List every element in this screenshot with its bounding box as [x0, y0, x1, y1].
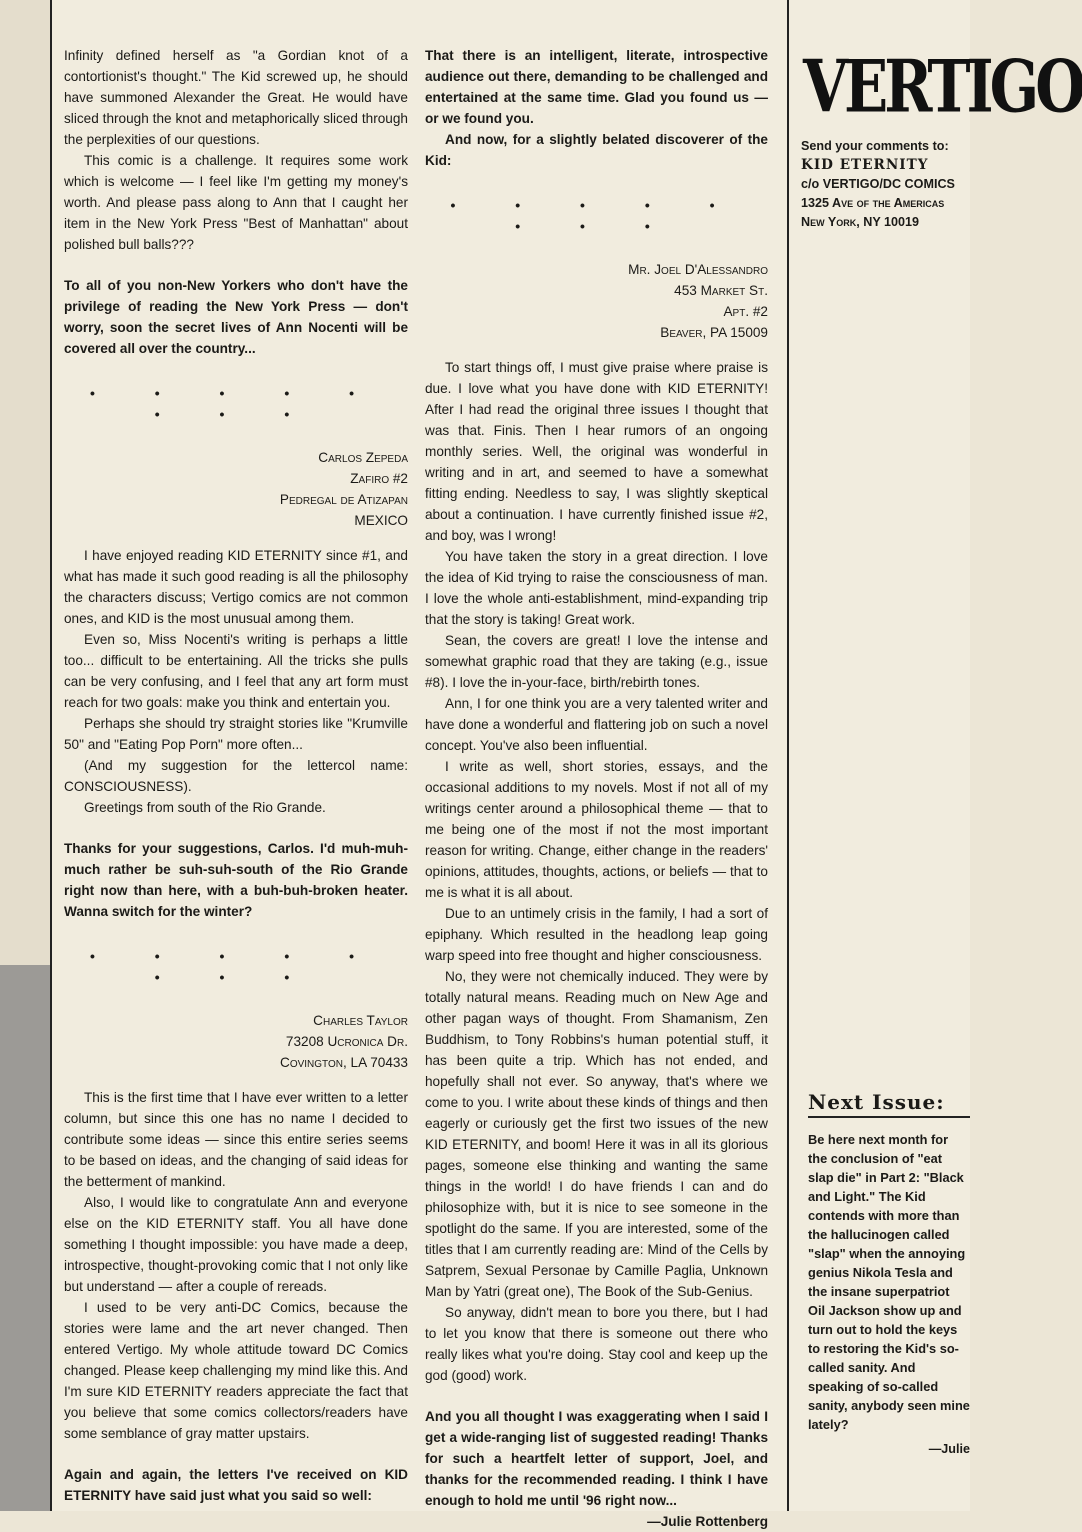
- column-title: KID ETERNITY: [801, 157, 929, 173]
- letter-4-paragraph: Sean, the covers are great! I love the intense and somewhat graphic road that they are taking (e.g., issue #8). I love the in-your-face, birth/rebirth tones.: [425, 633, 768, 690]
- address-line: c/o VERTIGO/DC COMICS: [801, 177, 955, 191]
- letter-2-paragraph: Perhaps she should try straight stories like "Krumville 50" and "Eating Pop Porn" more often...: [64, 716, 408, 752]
- section-separator: • • • • • • • •: [450, 197, 743, 234]
- letter-2-paragraph: (And my suggestion for the lettercol name: CONSCIOUSNESS).: [64, 758, 408, 794]
- next-issue-blurb: Be here next month for the conclusion of "eat slap die" in Part 2: "Black and Light." The Kid contends with more than the hallucinogen called "slap" when the annoying genius Nikola Tesla and the insane superpatriot Oil Jackson show up and turn out to hold the keys to restoring the Kid's so-called sanity. And speaking of so-called sanity, anybody seen mine lately?: [808, 1132, 970, 1432]
- editor-signature: —Julie Rottenberg: [647, 1514, 768, 1529]
- letter-3-paragraph: This is the first time that I have ever written to a letter column, but since this one has no name I decided to contribute some ideas — since this entire series seems to be based on ideas, and the changing of said ideas for the betterment of mankind.: [64, 1090, 408, 1189]
- letter-4-paragraph: You have taken the story in a great direction. I love the idea of Kid trying to raise the consciousness of man. I love the whole anti-establishment, mind-expanding trip that the story is taking! Great work.: [425, 549, 768, 627]
- letter-4-paragraph: Ann, I for one think you are a very talented writer and have done a wonderful and flattering job on such a novel concept. You've also been influential.: [425, 696, 768, 753]
- next-issue-signature: —Julie: [928, 1442, 970, 1456]
- letter-4-paragraph: I write as well, short stories, essays, and the occasional additions to my novels. Most if not all of my writings center around a philosophical theme — that to me being one of the most if not the most important reason for writing. Change, either change in the readers' opinions, attitudes, thoughts, actions, or beliefs — that to me is what it is all about.: [425, 759, 768, 900]
- section-separator: • • • • • • • •: [89, 385, 383, 422]
- editor-response: And you all thought I was exaggerating when I said I get a wide-ranging list of suggested reading! Thanks for such a heartfelt letter of support, Joel, and thanks for the recommended reading. I think I have enough to hold me until '96 right now...: [425, 1409, 768, 1508]
- address-line: Covington, LA 70433: [280, 1055, 408, 1070]
- page-edge-shadow: [0, 965, 50, 1511]
- address-line: New York, NY 10019: [801, 215, 920, 229]
- letter-1-paragraph: This comic is a challenge. It requires some work which is welcome — I feel like I'm getting my money's worth. And please pass along to Ann that I caught her item in the New York Press "Best of Manhattan" about polished bull balls???: [64, 153, 408, 252]
- letter-4-paragraph: To start things off, I must give praise where praise is due. I love what you have done with KID ETERNITY! After I had read the original three issues I thought that was that. Finis. Then I hear rumors of an ongoing monthly series. Well, the original was wonderful in writing and in art, and seemed to have a somewhat fitting ending. Needless to say, I was slightly skeptical about a continuation. I have currently finished issue #2, and boy, was I wrong!: [425, 360, 768, 543]
- letter-4-paragraph: No, they were not chemically induced. They were by totally natural means. Reading much on New Age and other pagan ways of thought. From Shamanism, Zen Buddhism, to Tony Robbins's human potential stuff, it has been quite a trip. Which has not ended, and hopefully shall not ever. So anyway, that's where we come to you. I write about these kinds of things and then eagerly or curiously get the first two issues of the new KID ETERNITY, and boom! Here it was in all its glorious pages, someone else thinking and wanting the same things in the world! I do have friends I can and do philosophize with, but it is nice to see someone in the spotlight do the same. If you are interested, some of the titles that I am currently reading are: Mind of the Cells by Satprem, Sexual Personae by Camille Paglia, Unknown Man by Yatri (great one), The Book of the Sub-Genius.: [425, 969, 768, 1299]
- editor-response: To all of you non-New Yorkers who don't have the privilege of reading the New York Press — don't worry, soon the secret lives of Ann Nocenti will be covered all over the country...: [64, 278, 408, 356]
- letter-2-address: [64, 447, 408, 531]
- letter-2-paragraph: I have enjoyed reading KID ETERNITY since #1, and what has made it such good reading is all the philosophy the characters discuss; Vertigo comics are not common ones, and KID is the most unusual among them.: [64, 548, 408, 626]
- editor-response: Thanks for your suggestions, Carlos. I'd muh-muh-much rather be suh-suh-south of the Rio Grande right now than here, with a buh-buh-broken heater. Wanna switch for the winter?: [64, 841, 408, 919]
- editor-response: Again and again, the letters I've received on KID ETERNITY have said just what you said so well:: [64, 1467, 408, 1503]
- letter-2-paragraph: Greetings from south of the Rio Grande.: [84, 800, 326, 815]
- sidebar: [801, 43, 1082, 232]
- column-one: [64, 45, 408, 1506]
- column-divider-right: [787, 0, 789, 1511]
- editor-response: And now, for a slightly belated discoverer of the Kid:: [425, 132, 768, 168]
- letter-3-address: [64, 1010, 408, 1073]
- address-line: Charles Taylor: [313, 1013, 408, 1028]
- address-line: 453 Market St.: [674, 283, 768, 298]
- vertigo-logo: VERTIGO: [803, 43, 1082, 129]
- address-line: Apt. #2: [723, 304, 768, 319]
- address-line: 73208 Ucronica Dr.: [285, 1034, 408, 1049]
- editor-response: That there is an intelligent, literate, introspective audience out there, demanding to be challenged and entertained at the same time. Glad you found us — or we found you.: [425, 48, 768, 126]
- next-issue-box: [808, 1090, 970, 1456]
- address-line: 1325 Ave of the Americas: [801, 196, 945, 210]
- mailing-info: [801, 137, 970, 232]
- letter-2-paragraph: Even so, Miss Nocenti's writing is perhaps a little too... difficult to be entertaining. All the tricks she pulls can be very confusing, and I feel that any art form must reach for two goals: make you think and entertain you.: [64, 632, 408, 710]
- letter-3-paragraph: Also, I would like to congratulate Ann and everyone else on the KID ETERNITY staff. You all have done something I thought impossible: you have made a deep, introspective, thought-provoking comic that I not only like but understand — after a couple of rereads.: [64, 1195, 408, 1294]
- address-line: Carlos Zepeda: [318, 450, 408, 465]
- send-comments-label: Send your comments to:: [801, 139, 949, 153]
- address-line: Zafiro #2: [350, 471, 408, 486]
- letter-4-paragraph: So anyway, didn't mean to bore you there, but I had to let you know that there is someone out there who really likes what you're doing. Stay cool and keep up the god (good) work.: [425, 1305, 768, 1383]
- address-line: MEXICO: [354, 513, 408, 528]
- letter-1-paragraph: Infinity defined herself as "a Gordian knot of a contortionist's thought." The Kid screwed up, he should have summoned Alexander the Great. He would have sliced through the knot and metaphorically sliced through the perplexities of our questions.: [64, 48, 408, 147]
- section-separator: • • • • • • • •: [89, 948, 383, 985]
- letter-4-address: [425, 259, 768, 343]
- address-line: Beaver, PA 15009: [660, 325, 768, 340]
- column-divider-left: [50, 0, 52, 1511]
- letter-3-paragraph: I used to be very anti-DC Comics, because the stories were lame and the art never changed. Then entered Vertigo. My whole attitude toward DC Comics changed. Please keep challenging my mind like this. And I'm sure KID ETERNITY readers appreciate the fact that you believe that some comics collectors/readers have some semblance of gray matter upstairs.: [64, 1300, 408, 1441]
- column-two: [425, 45, 768, 1532]
- next-issue-heading: Next Issue:: [808, 1090, 970, 1118]
- letter-4-paragraph: Due to an untimely crisis in the family, I had a sort of epiphany. Which resulted in the headlong leap going warp speed into free thought and higher consciousness.: [425, 906, 768, 963]
- address-line: Pedregal de Atizapan: [279, 492, 408, 507]
- address-line: Mr. Joel D'Alessandro: [628, 262, 768, 277]
